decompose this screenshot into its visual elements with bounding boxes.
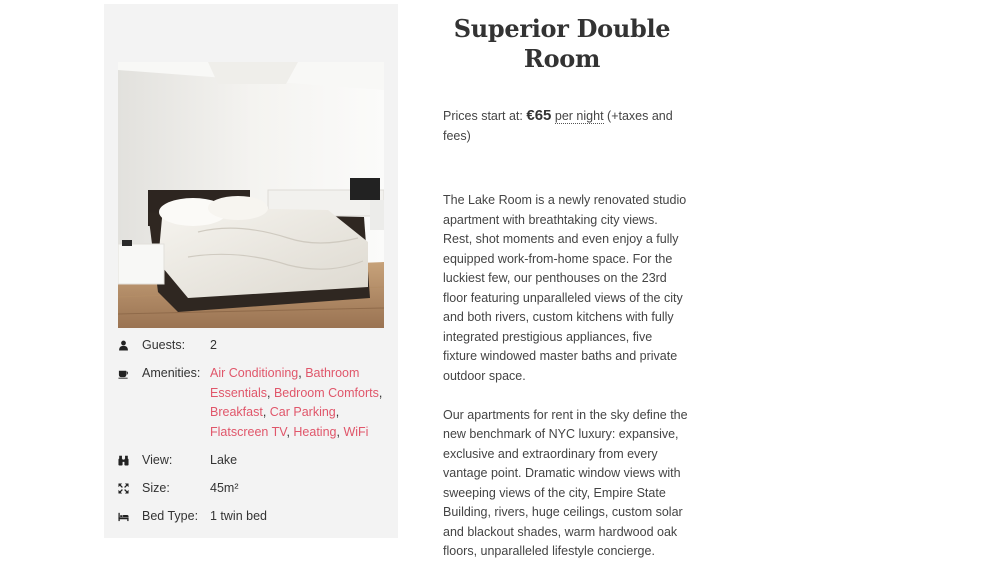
view-label: View:: [142, 452, 173, 467]
coffee-cup-icon: [118, 364, 142, 384]
price-line: [443, 106, 688, 146]
price-suffix: (+taxes and fees): [443, 109, 673, 143]
bed-icon: [118, 507, 142, 527]
bedroom-image: [118, 62, 384, 328]
room-details: [443, 14, 688, 562]
amenities-label: Amenities:: [142, 366, 201, 380]
description-paragraph: Our apartments for rent in the sky define the new benchmark of NYC luxury: expansive, exclusive and extraordinary from every vantage point. Dramatic window views with sweeping views of the city, Empire State Building, rivers, huge ceilings, custom solar and blackout shades, warm hardwood oak floors, unparalleled lifestyle concierge.: [443, 407, 688, 558]
amenity-bedroom-comforts-link[interactable]: Bedroom Comforts: [273, 385, 379, 400]
room-card: [104, 4, 398, 538]
guests-label: Guests:: [142, 338, 186, 352]
bed-type-label: Bed Type:: [142, 508, 199, 523]
binoculars-icon: [118, 451, 142, 471]
amenity-bathroom-essentials-link[interactable]: Bathroom Essentials: [210, 366, 360, 400]
description-paragraph: The Lake Room is a newly renovated studio apartment with breathtaking city views. Rest, shot moments and even enjoy a fully equipped work-from-home space. For the luckiest few, our penthouses on the 23rd floor featuring unparalleled views of the city and both rivers, custom kitchens with fully integrated prestigious appliances, five fixture windowed master baths and private outdoor space.: [443, 193, 687, 383]
amenity-heating-link[interactable]: Heating: [293, 424, 337, 439]
bed-type-row: [118, 507, 388, 527]
amenities-list: Air Conditioning, Bathroom Essentials, Bedroom Comforts, Breakfast, Car Parking, Flatscreen TV, Heating, WiFi: [210, 366, 383, 439]
guests-value: 2: [210, 338, 217, 352]
expand-arrows-icon: [118, 479, 142, 499]
amenity-wifi-link[interactable]: WiFi: [343, 424, 369, 439]
amenity-car-parking-link[interactable]: Car Parking: [269, 405, 336, 419]
amenity-breakfast-link[interactable]: Breakfast: [210, 405, 263, 419]
view-row: [118, 451, 388, 471]
room-attributes: [118, 336, 388, 535]
size-value: 45m²: [210, 480, 239, 495]
amenity-air-conditioning-link[interactable]: Air Conditioning: [210, 366, 299, 380]
size-row: [118, 479, 388, 499]
user-icon: [118, 336, 142, 356]
per-night-tooltip-trigger[interactable]: per night: [554, 109, 604, 123]
amenities-row: [118, 364, 388, 442]
bed-type-value: 1 twin bed: [210, 508, 267, 523]
size-label: Size:: [142, 480, 170, 495]
view-value: Lake: [210, 452, 238, 467]
amenity-flatscreen-tv-link[interactable]: Flatscreen TV: [210, 424, 287, 439]
room-title: Superior Double Room: [453, 14, 671, 73]
room-photo[interactable]: [118, 62, 384, 328]
guests-row: [118, 336, 388, 356]
price-amount: €65: [526, 107, 552, 124]
price-prefix: Prices start at:: [443, 109, 523, 123]
